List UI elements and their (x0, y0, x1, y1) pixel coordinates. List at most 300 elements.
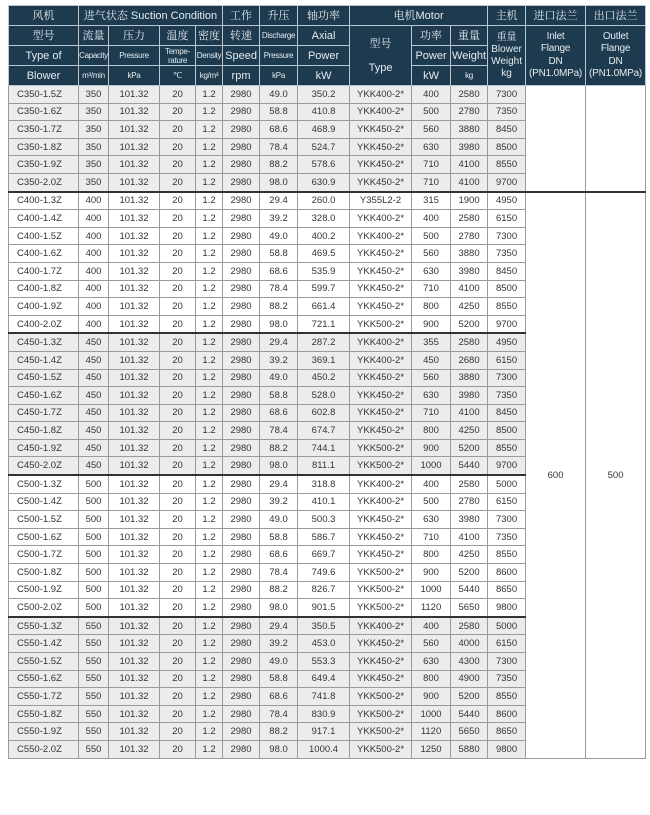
table-cell: 39.2 (260, 493, 298, 511)
table-cell: 1.2 (196, 138, 223, 156)
table-cell: 2780 (451, 493, 488, 511)
table-cell: YKK450-2* (350, 635, 412, 653)
table-cell: Y355L2-2 (350, 192, 412, 210)
table-cell: 917.1 (298, 723, 350, 741)
table-cell: C500-1.5Z (9, 511, 79, 529)
table-cell: 260.0 (298, 192, 350, 210)
header-pressure: Pressure (109, 46, 160, 66)
table-cell: 2780 (451, 103, 488, 121)
table-cell: C400-1.8Z (9, 280, 79, 298)
table-cell: 500 (79, 528, 109, 546)
table-cell: 6150 (488, 210, 526, 228)
table-cell: 20 (160, 493, 196, 511)
header-discharge: kPa (260, 66, 298, 86)
table-cell: 500 (79, 511, 109, 529)
table-cell: 1.2 (196, 121, 223, 139)
table-cell: 528.0 (298, 387, 350, 405)
header-discharge: Discharge (260, 26, 298, 46)
table-cell: YKK400-2* (350, 333, 412, 351)
table-cell: 20 (160, 86, 196, 104)
table-cell: 2580 (451, 210, 488, 228)
table-cell: 4100 (451, 280, 488, 298)
table-cell: 2680 (451, 351, 488, 369)
table-cell: 400 (412, 86, 451, 104)
table-cell: 599.7 (298, 280, 350, 298)
header-motor-power: Power (412, 46, 451, 66)
pressure-rating-label: (PN1.0MPa) (529, 68, 583, 79)
table-cell: 721.1 (298, 315, 350, 333)
table-cell: C550-1.5Z (9, 653, 79, 671)
table-cell: 101.32 (109, 475, 160, 493)
table-cell: 811.1 (298, 457, 350, 475)
table-cell: 2980 (223, 564, 260, 582)
table-cell: 20 (160, 404, 196, 422)
table-cell: 9800 (488, 599, 526, 617)
table-cell: 7300 (488, 369, 526, 387)
table-cell: C350-1.8Z (9, 138, 79, 156)
table-cell: 710 (412, 173, 451, 191)
table-cell: 1.2 (196, 227, 223, 245)
table-cell: 58.8 (260, 670, 298, 688)
table-cell: 39.2 (260, 210, 298, 228)
table-cell: 98.0 (260, 457, 298, 475)
table-cell: 98.0 (260, 173, 298, 191)
table-cell: 20 (160, 173, 196, 191)
table-cell: 98.0 (260, 315, 298, 333)
header-axial: Axial (298, 26, 350, 46)
table-cell: 2980 (223, 156, 260, 174)
table-cell: 101.32 (109, 121, 160, 139)
table-cell: C450-1.9Z (9, 439, 79, 457)
header-type: 型号 (9, 26, 79, 46)
table-cell: YKK500-2* (350, 564, 412, 582)
table-cell: C500-1.9Z (9, 581, 79, 599)
header-motor-weight: 重量 (451, 26, 488, 46)
table-cell: C450-1.3Z (9, 333, 79, 351)
table-cell: 7300 (488, 86, 526, 104)
table-cell: 453.0 (298, 635, 350, 653)
table-cell: 710 (412, 156, 451, 174)
table-cell: 20 (160, 315, 196, 333)
blower-spec-table (8, 5, 646, 759)
header-density: kg/m³ (196, 66, 223, 86)
table-cell: 49.0 (260, 653, 298, 671)
table-cell: 101.32 (109, 369, 160, 387)
header-temp: Tempe-rature (160, 46, 196, 66)
table-cell: 8550 (488, 688, 526, 706)
table-cell: 39.2 (260, 635, 298, 653)
table-cell: 749.6 (298, 564, 350, 582)
table-cell: 630 (412, 262, 451, 280)
table-cell: 710 (412, 528, 451, 546)
table-cell: 20 (160, 280, 196, 298)
table-cell: 20 (160, 617, 196, 635)
table-cell: 2980 (223, 653, 260, 671)
table-cell: 4900 (451, 670, 488, 688)
table-cell: 1.2 (196, 280, 223, 298)
table-cell: 8550 (488, 546, 526, 564)
table-cell: 674.7 (298, 422, 350, 440)
table-cell: YKK500-2* (350, 705, 412, 723)
table-cell: 4000 (451, 635, 488, 653)
header-density: 密度 (196, 26, 223, 46)
table-cell: 4100 (451, 173, 488, 191)
table-cell: 20 (160, 528, 196, 546)
table-cell: 5000 (488, 475, 526, 493)
table-cell: 1.2 (196, 351, 223, 369)
table-cell: 1.2 (196, 404, 223, 422)
table-cell: 1.2 (196, 173, 223, 191)
table-cell: 578.6 (298, 156, 350, 174)
table-cell: 1.2 (196, 740, 223, 758)
table-cell: C500-1.7Z (9, 546, 79, 564)
table-cell: 78.4 (260, 280, 298, 298)
table-cell: YKK500-2* (350, 439, 412, 457)
table-cell: C400-1.4Z (9, 210, 79, 228)
inlet-flange-cell (526, 86, 586, 192)
table-cell: 1.2 (196, 457, 223, 475)
table-cell: 550 (79, 670, 109, 688)
table-cell: 20 (160, 227, 196, 245)
table-cell: 1.2 (196, 156, 223, 174)
table-cell: 58.8 (260, 387, 298, 405)
table-cell: 560 (412, 635, 451, 653)
table-cell: C550-1.3Z (9, 617, 79, 635)
table-cell: 20 (160, 192, 196, 210)
table-cell: 550 (79, 653, 109, 671)
table-cell: C400-1.9Z (9, 298, 79, 316)
table-cell: 88.2 (260, 581, 298, 599)
table-cell: 5440 (451, 581, 488, 599)
table-cell: 88.2 (260, 723, 298, 741)
table-cell: YKK400-2* (350, 227, 412, 245)
table-cell: 1.2 (196, 493, 223, 511)
table-cell: 450 (79, 422, 109, 440)
table-cell: 101.32 (109, 245, 160, 263)
table-cell: 4100 (451, 156, 488, 174)
table-cell: YKK450-2* (350, 387, 412, 405)
table-cell: 7350 (488, 670, 526, 688)
table-cell: 500 (79, 599, 109, 617)
table-cell: YKK500-2* (350, 315, 412, 333)
table-cell: 500 (412, 103, 451, 121)
table-cell: 101.32 (109, 493, 160, 511)
table-cell: 1.2 (196, 723, 223, 741)
table-cell: 900 (412, 688, 451, 706)
table-cell: 101.32 (109, 404, 160, 422)
table-cell: 287.2 (298, 333, 350, 351)
table-cell: 2780 (451, 227, 488, 245)
table-cell: 20 (160, 723, 196, 741)
table-cell: 20 (160, 121, 196, 139)
table-cell: 450.2 (298, 369, 350, 387)
table-cell: YKK400-2* (350, 351, 412, 369)
table-cell: 1.2 (196, 670, 223, 688)
table-cell: 101.32 (109, 315, 160, 333)
header-speed: 转速 (223, 26, 260, 46)
table-cell: 20 (160, 635, 196, 653)
table-cell: C400-1.5Z (9, 227, 79, 245)
label: Flange (540, 43, 571, 54)
table-cell: 350 (79, 173, 109, 191)
table-cell: 8450 (488, 262, 526, 280)
table-cell: 20 (160, 351, 196, 369)
table-cell: 4100 (451, 528, 488, 546)
table-cell: 2980 (223, 688, 260, 706)
header-pressure: kPa (109, 66, 160, 86)
table-cell: 88.2 (260, 156, 298, 174)
table-cell: 20 (160, 740, 196, 758)
table-cell: 400 (79, 192, 109, 210)
table-cell: 7300 (488, 653, 526, 671)
header-type: Blower (9, 66, 79, 86)
table-body (9, 86, 646, 759)
table-cell: 1.2 (196, 210, 223, 228)
header-capacity: Capacity (79, 46, 109, 66)
table-cell: 8650 (488, 581, 526, 599)
table-cell: YKK500-2* (350, 688, 412, 706)
table-cell: 901.5 (298, 599, 350, 617)
table-cell: 101.32 (109, 351, 160, 369)
header-axial: Power (298, 46, 350, 66)
table-cell: 1120 (412, 723, 451, 741)
table-cell: 20 (160, 564, 196, 582)
table-cell: 350 (79, 86, 109, 104)
table-cell: YKK500-2* (350, 723, 412, 741)
outlet-flange-cell (586, 86, 646, 192)
table-cell: YKK450-2* (350, 262, 412, 280)
table-cell: 350 (79, 156, 109, 174)
header-motor-power: 功率 (412, 26, 451, 46)
table-cell: 78.4 (260, 564, 298, 582)
table-cell: YKK450-2* (350, 404, 412, 422)
table-cell: YKK400-2* (350, 617, 412, 635)
table-cell: 8450 (488, 404, 526, 422)
table-cell: C350-1.9Z (9, 156, 79, 174)
table-cell: 2980 (223, 740, 260, 758)
table-cell: 5650 (451, 723, 488, 741)
table-cell: 20 (160, 439, 196, 457)
table-cell: YKK400-2* (350, 493, 412, 511)
header-blower-weight: 主机 (488, 6, 526, 26)
table-cell: 318.8 (298, 475, 350, 493)
table-cell: 78.4 (260, 422, 298, 440)
table-cell: 500 (79, 546, 109, 564)
table-cell: 3980 (451, 511, 488, 529)
table-cell: 20 (160, 387, 196, 405)
table-cell: C400-1.7Z (9, 262, 79, 280)
header-speed: rpm (223, 66, 260, 86)
table-cell: 101.32 (109, 86, 160, 104)
table-cell: 2980 (223, 387, 260, 405)
table-cell: 2580 (451, 617, 488, 635)
table-cell: 900 (412, 439, 451, 457)
header-capacity: 流量 (79, 26, 109, 46)
table-cell: 8500 (488, 138, 526, 156)
table-cell: 2980 (223, 333, 260, 351)
table-cell: 5880 (451, 740, 488, 758)
table-cell: 1.2 (196, 475, 223, 493)
table-cell: 3880 (451, 369, 488, 387)
table-cell: 1.2 (196, 439, 223, 457)
table-cell: 800 (412, 546, 451, 564)
table-cell: C450-1.4Z (9, 351, 79, 369)
table-cell: 2980 (223, 315, 260, 333)
table-cell: 2980 (223, 581, 260, 599)
table-cell: 1.2 (196, 705, 223, 723)
table-cell: 350 (79, 121, 109, 139)
table-cell: YKK500-2* (350, 457, 412, 475)
table-cell: 58.8 (260, 245, 298, 263)
table-cell: C550-1.8Z (9, 705, 79, 723)
table-cell: 101.32 (109, 511, 160, 529)
label: Outlet (602, 30, 629, 42)
table-cell: 1.2 (196, 262, 223, 280)
table-cell: C450-1.5Z (9, 369, 79, 387)
table-cell: 68.6 (260, 546, 298, 564)
table-cell: 8450 (488, 121, 526, 139)
table-cell: YKK450-2* (350, 298, 412, 316)
table-cell: 1.2 (196, 86, 223, 104)
table-cell: 58.8 (260, 103, 298, 121)
label: DN (548, 55, 563, 67)
table-cell: 2980 (223, 227, 260, 245)
table-cell: 450 (79, 351, 109, 369)
table-cell: 2980 (223, 528, 260, 546)
table-cell: 550 (79, 723, 109, 741)
table-cell: YKK450-2* (350, 369, 412, 387)
header-speed: Speed (223, 46, 260, 66)
table-cell: 4250 (451, 298, 488, 316)
table-cell: 550 (79, 617, 109, 635)
header-density: Density (196, 46, 223, 66)
table-cell: 550 (79, 688, 109, 706)
table-cell: 1.2 (196, 599, 223, 617)
table-cell: 1.2 (196, 245, 223, 263)
table-cell: 5200 (451, 439, 488, 457)
table-cell: 1.2 (196, 511, 223, 529)
label: Type (368, 61, 393, 74)
table-cell: 101.32 (109, 173, 160, 191)
header-motor-type (350, 26, 412, 86)
table-cell: C550-1.7Z (9, 688, 79, 706)
table-cell: 328.0 (298, 210, 350, 228)
table-cell: 101.32 (109, 740, 160, 758)
table-cell: 2980 (223, 86, 260, 104)
table-cell: 2980 (223, 617, 260, 635)
table-cell: 741.8 (298, 688, 350, 706)
table-cell: 500 (79, 493, 109, 511)
table-cell: C500-1.4Z (9, 493, 79, 511)
table-cell: 500 (79, 581, 109, 599)
table-cell: C450-1.6Z (9, 387, 79, 405)
table-cell: 450 (79, 333, 109, 351)
table-cell: 101.32 (109, 688, 160, 706)
table-cell: YKK500-2* (350, 581, 412, 599)
table-cell: C350-1.5Z (9, 86, 79, 104)
table-cell: 98.0 (260, 740, 298, 758)
label: DN (608, 55, 623, 67)
table-cell: 450 (79, 369, 109, 387)
table-cell: 101.32 (109, 723, 160, 741)
table-cell: 2980 (223, 369, 260, 387)
table-cell: 20 (160, 369, 196, 387)
table-cell: 500 (79, 564, 109, 582)
table-cell: 3980 (451, 262, 488, 280)
table-cell: 8600 (488, 705, 526, 723)
table-cell: C350-1.7Z (9, 121, 79, 139)
table-cell: 800 (412, 298, 451, 316)
table-cell: 500 (412, 227, 451, 245)
table-cell: 400 (79, 298, 109, 316)
header-axial: 轴功率 (298, 6, 350, 26)
table-cell: C500-2.0Z (9, 599, 79, 617)
table-cell: 550 (79, 635, 109, 653)
table-cell: 7300 (488, 227, 526, 245)
table-cell: 586.7 (298, 528, 350, 546)
table-cell: YKK400-2* (350, 103, 412, 121)
table-cell: 1000.4 (298, 740, 350, 758)
table-cell: 553.3 (298, 653, 350, 671)
header-type: Type of (9, 46, 79, 66)
table-cell: 2980 (223, 210, 260, 228)
table-cell: 630 (412, 653, 451, 671)
table-cell: 800 (412, 670, 451, 688)
label: Inlet (546, 30, 565, 42)
table-cell: 5000 (488, 617, 526, 635)
table-cell: 630 (412, 511, 451, 529)
table-cell: YKK450-2* (350, 422, 412, 440)
table-cell: 101.32 (109, 280, 160, 298)
table-cell: 400 (79, 262, 109, 280)
header-discharge: Pressure (260, 46, 298, 66)
table-cell: 2980 (223, 475, 260, 493)
table-cell: 20 (160, 475, 196, 493)
table-cell: 20 (160, 546, 196, 564)
table-cell: 450 (412, 351, 451, 369)
table-cell: 669.7 (298, 546, 350, 564)
header-discharge: 升压 (260, 6, 298, 26)
table-cell: C400-1.6Z (9, 245, 79, 263)
table-cell: 58.8 (260, 528, 298, 546)
table-cell: 6150 (488, 493, 526, 511)
table-cell: 649.4 (298, 670, 350, 688)
table-cell: 101.32 (109, 439, 160, 457)
table-cell: 7350 (488, 103, 526, 121)
table-cell: 101.32 (109, 298, 160, 316)
table-cell: 88.2 (260, 439, 298, 457)
table-cell: 2580 (451, 86, 488, 104)
table-cell: 560 (412, 121, 451, 139)
table-cell: 101.32 (109, 333, 160, 351)
table-cell: 2980 (223, 511, 260, 529)
table-cell: 900 (412, 315, 451, 333)
table-cell: 2980 (223, 546, 260, 564)
table-cell: 5440 (451, 457, 488, 475)
table-cell: 830.9 (298, 705, 350, 723)
table-cell: 535.9 (298, 262, 350, 280)
table-cell: 101.32 (109, 599, 160, 617)
table-cell: 2980 (223, 351, 260, 369)
table-cell: 7350 (488, 245, 526, 263)
table-cell: 710 (412, 280, 451, 298)
table-cell: 355 (412, 333, 451, 351)
table-cell: 101.32 (109, 635, 160, 653)
table-cell: 744.1 (298, 439, 350, 457)
table-cell: 101.32 (109, 192, 160, 210)
table-cell: 3880 (451, 245, 488, 263)
table-cell: 1900 (451, 192, 488, 210)
